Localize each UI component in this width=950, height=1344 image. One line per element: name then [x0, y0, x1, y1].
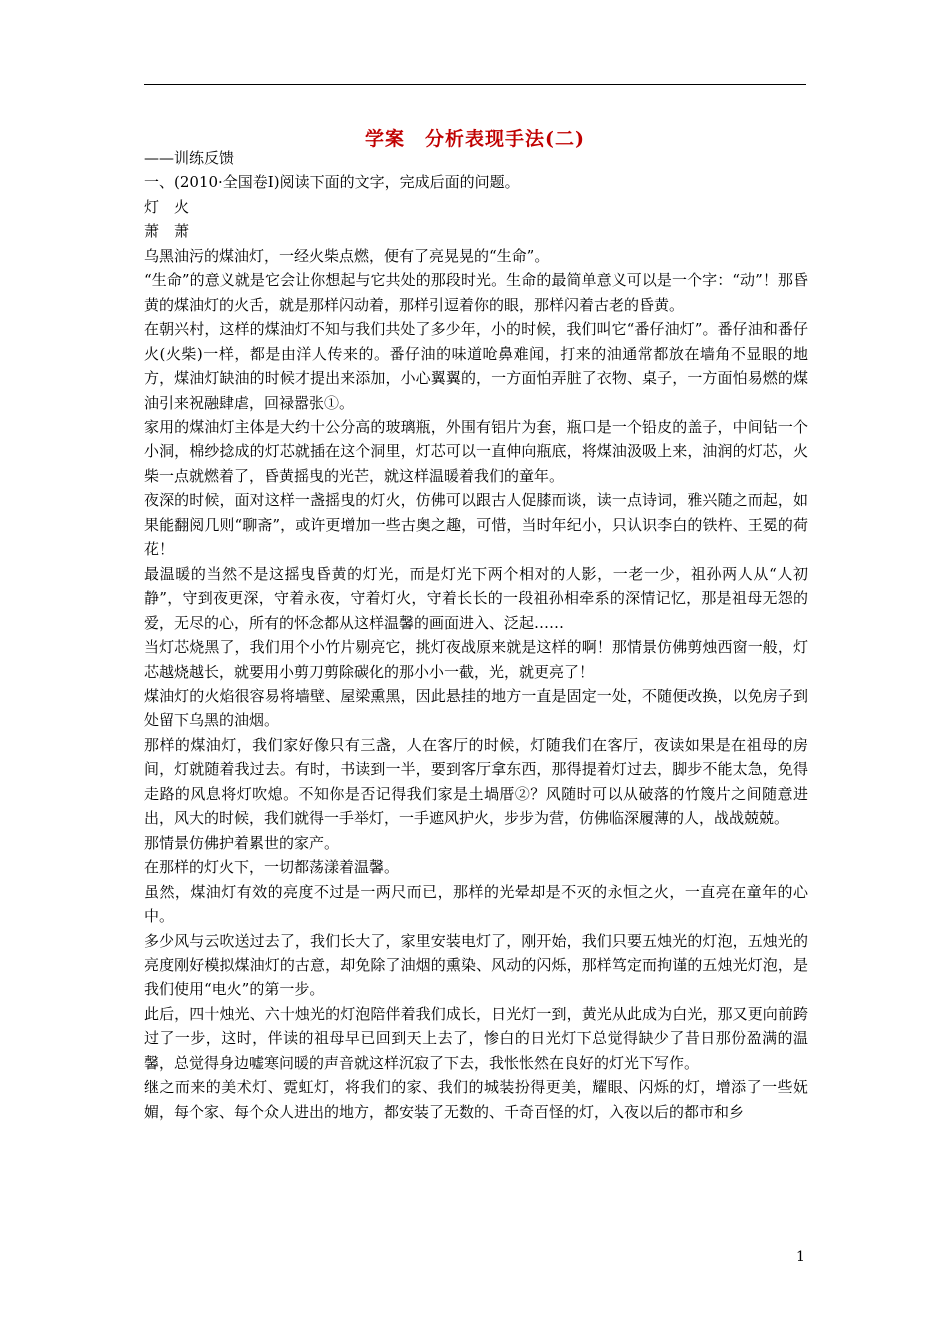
paragraph: 继之而来的美术灯、霓虹灯，将我们的家、我们的城装扮得更美，耀眼、闪烁的灯，增添了一些妩媚，每个家、每个众人进出的地方，都安装了无数的、千奇百怪的灯，入夜以后的都市和乡 — [144, 1078, 808, 1121]
essay-title: 灯 火 — [144, 197, 190, 216]
paragraph: 家用的煤油灯主体是大约十公分高的玻璃瓶，外围有铝片为套，瓶口是一个铅皮的盖子，中间钻一个小洞，棉纱捻成的灯芯就插在这个洞里，灯芯可以一直伸向瓶底，将煤油汲吸上来，油润的灯芯，火柴一点就燃着了，昏黄摇曳的光芒，就这样温暖着我们的童年。 — [144, 417, 808, 485]
paragraph: 当灯芯烧黑了，我们用个小竹片剔亮它，挑灯夜战原来就是这样的啊！那情景仿佛剪烛西窗一般，灯芯越烧越长，就要用小剪刀剪除碳化的那小小一截，光，就更亮了！ — [144, 638, 808, 681]
paragraph: 在朝兴村，这样的煤油灯不知与我们共处了多少年，小的时候，我们叫它“番仔油灯”。番仔油和番仔火(火柴)一样，都是由洋人传来的。番仔油的味道呛鼻难闻，打来的油通常都放在墙角不显眼的地方，煤油灯缺油的时候才提出来添加，小心翼翼的，一方面怕弄脏了衣物、桌子，一方面怕易燃的煤油引来祝融肆虐，回禄嚣张①。 — [144, 320, 808, 412]
paragraph: 那情景仿佛护着累世的家产。 — [144, 833, 340, 852]
header-rule — [144, 84, 806, 85]
paragraph: 乌黑油污的煤油灯，一经火柴点燃，便有了亮晃晃的“生命”。 — [144, 246, 550, 265]
question-intro: 一、(2010·全国卷Ⅰ)阅读下面的文字，完成后面的问题。 — [144, 173, 520, 192]
document-body — [144, 146, 808, 1124]
paragraph: “生命”的意义就是它会让你想起与它共处的那段时光。生命的最简单意义可以是一个字：“动”！那昏黄的煤油灯的火舌，就是那样闪动着，那样引逗着你的眼，那样闪着古老的昏黄。 — [144, 271, 808, 314]
essay-author: 萧 萧 — [144, 222, 190, 241]
paragraph: 多少风与云吹送过去了，我们长大了，家里安装电灯了，刚开始，我们只要五烛光的灯泡，五烛光的亮度刚好模拟煤油灯的古意，却免除了油烟的熏染、风动的闪烁，那样笃定而拘谨的五烛光灯泡，是我们使用“电火”的第一步。 — [144, 931, 808, 999]
paragraph: 此后，四十烛光、六十烛光的灯泡陪伴着我们成长，日光灯一到，黄光从此成为白光，那又更向前跨过了一步，这时，伴读的祖母早已回到天上去了，惨白的日光灯下总觉得缺少了昔日那份盈满的温馨，总觉得身边嘘寒问暖的声音就这样沉寂了下去，我怅怅然在良好的灯光下写作。 — [144, 1004, 808, 1072]
paragraph: 那样的煤油灯，我们家好像只有三盏，人在客厅的时候，灯随我们在客厅，夜读如果是在祖母的房间，灯就随着我过去。有时，书读到一半，要到客厅拿东西，那得提着灯过去，脚步不能太急，免得走路的风息将灯吹熄。不知你是否记得我们家是土堝厝②？风随时可以从破落的竹篾片之间随意进出，风大的时候，我们就得一手举灯，一手遮风护火，步步为营，仿佛临深履薄的人，战战兢兢。 — [144, 735, 808, 828]
paragraph: 煤油灯的火焰很容易将墙壁、屋梁熏黑，因此悬挂的地方一直是固定一处，不随便改换，以免房子到处留下乌黑的油烟。 — [144, 686, 808, 730]
page-title: 学案 分析表现手法(二) — [365, 128, 585, 150]
section-subtitle: ——训练反馈 — [144, 149, 235, 167]
page-number: 1 — [796, 1249, 805, 1265]
paragraph: 虽然，煤油灯有效的亮度不过是一两尺而已，那样的光晕却是不灭的永恒之火，一直亮在童年的心中。 — [144, 882, 808, 926]
paragraph: 最温暖的当然不是这摇曳昏黄的灯光，而是灯光下两个相对的人影，一老一少，祖孙两人从“人初静”，守到夜更深，守着永夜，守着灯火，守着长长的一段祖孙相牵系的深情记忆，那是祖母无怨的爱，无尽的心，所有的怀念都从这样温馨的画面进入、泛起…… — [144, 564, 808, 632]
paragraph: 夜深的时候，面对这样一盏摇曳的灯火，仿佛可以跟古人促膝而谈，读一点诗词，雅兴随之而起，如果能翻阅几则“聊斋”，或许更增加一些古奥之趣，可惜，当时年纪小，只认识李白的铁杵、王冕的荷花！ — [144, 491, 808, 559]
paragraph: 在那样的灯火下，一切都荡漾着温馨。 — [144, 858, 400, 877]
